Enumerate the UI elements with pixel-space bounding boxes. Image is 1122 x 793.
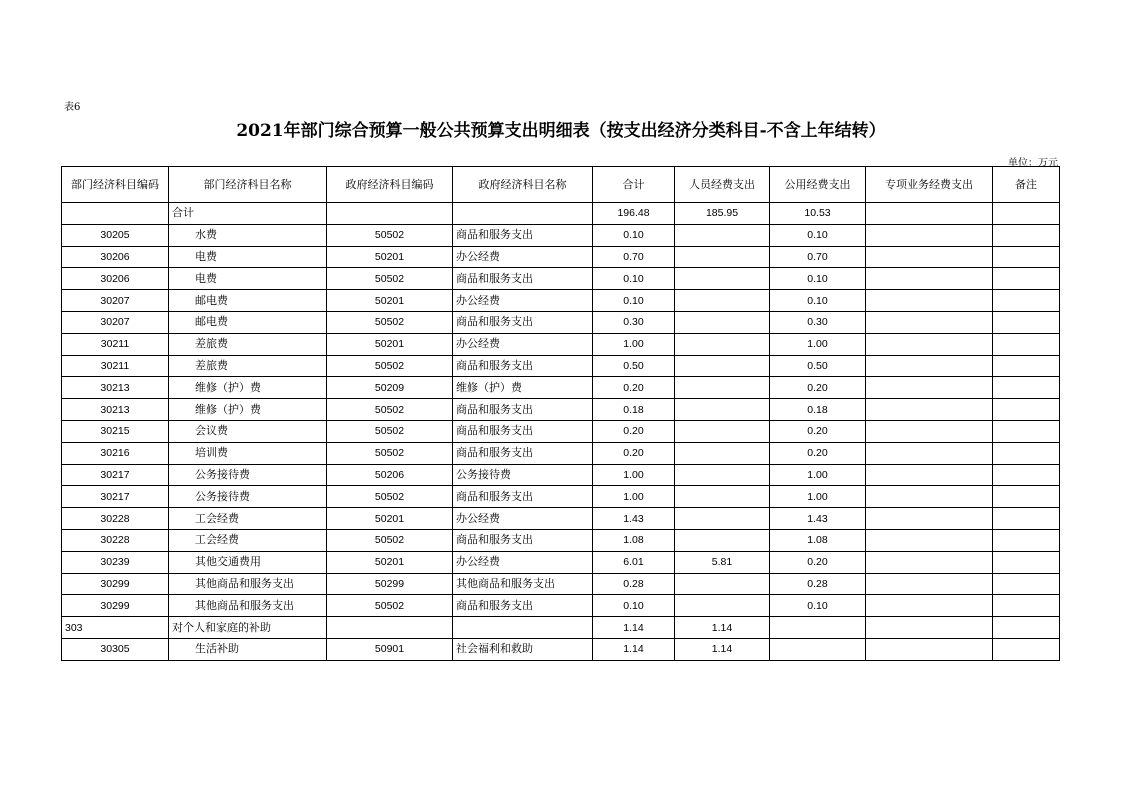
table-row bbox=[62, 529, 1060, 551]
cell-dept-name: 差旅费 bbox=[169, 333, 327, 355]
cell-dept-name: 公务接待费 bbox=[169, 464, 327, 486]
cell-dept-name: 邮电费 bbox=[169, 290, 327, 312]
cell-personnel bbox=[675, 399, 770, 421]
cell-personnel bbox=[675, 246, 770, 268]
cell-note bbox=[993, 224, 1060, 246]
cell-special bbox=[866, 442, 993, 464]
cell-gov-name: 办公经费 bbox=[453, 508, 593, 530]
table-row bbox=[62, 508, 1060, 530]
cell-total: 0.10 bbox=[593, 290, 675, 312]
cell-personnel bbox=[675, 529, 770, 551]
cell-gov-code bbox=[327, 617, 453, 639]
cell-public: 0.10 bbox=[770, 224, 866, 246]
cell-public: 0.50 bbox=[770, 355, 866, 377]
cell-dept-code: 30213 bbox=[62, 399, 169, 421]
cell-special bbox=[866, 508, 993, 530]
header-dept-code: 部门经济科目编码 bbox=[62, 167, 169, 203]
cell-personnel bbox=[675, 573, 770, 595]
cell-gov-name: 办公经费 bbox=[453, 551, 593, 573]
cell-gov-code: 50201 bbox=[327, 508, 453, 530]
page-title: 2021年部门综合预算一般公共预算支出明细表（按支出经济分类科目-不含上年结转） bbox=[236, 121, 886, 141]
table-row bbox=[62, 551, 1060, 573]
cell-personnel bbox=[675, 355, 770, 377]
cell-personnel: 1.14 bbox=[675, 617, 770, 639]
cell-personnel bbox=[675, 595, 770, 617]
cell-personnel bbox=[675, 377, 770, 399]
cell-gov-code: 50502 bbox=[327, 529, 453, 551]
cell-gov-code: 50201 bbox=[327, 246, 453, 268]
cell-note bbox=[993, 420, 1060, 442]
cell-dept-name: 电费 bbox=[169, 246, 327, 268]
cell-gov-code: 50201 bbox=[327, 551, 453, 573]
cell-gov-code: 50206 bbox=[327, 464, 453, 486]
unit-label: 单位：万元 bbox=[1008, 158, 1058, 169]
cell-special bbox=[866, 464, 993, 486]
cell-dept-name: 其他商品和服务支出 bbox=[169, 573, 327, 595]
table-row bbox=[62, 486, 1060, 508]
cell-total: 0.10 bbox=[593, 595, 675, 617]
cell-gov-name: 商品和服务支出 bbox=[453, 529, 593, 551]
cell-dept-name: 工会经费 bbox=[169, 508, 327, 530]
table-row bbox=[62, 268, 1060, 290]
cell-gov-name: 办公经费 bbox=[453, 246, 593, 268]
cell-gov-code: 50502 bbox=[327, 311, 453, 333]
cell-personnel bbox=[675, 420, 770, 442]
cell-gov-name: 其他商品和服务支出 bbox=[453, 573, 593, 595]
cell-gov-code: 50901 bbox=[327, 638, 453, 660]
header-personnel: 人员经费支出 bbox=[675, 167, 770, 203]
header-note: 备注 bbox=[993, 167, 1060, 203]
cell-personnel bbox=[675, 224, 770, 246]
header-public: 公用经费支出 bbox=[770, 167, 866, 203]
cell-note bbox=[993, 399, 1060, 421]
table-row bbox=[62, 203, 1060, 225]
cell-gov-code: 50502 bbox=[327, 399, 453, 421]
header-row bbox=[62, 167, 1060, 203]
cell-special bbox=[866, 224, 993, 246]
cell-dept-code: 30217 bbox=[62, 486, 169, 508]
cell-gov-code: 50201 bbox=[327, 333, 453, 355]
cell-gov-code: 50201 bbox=[327, 290, 453, 312]
cell-gov-code: 50502 bbox=[327, 442, 453, 464]
cell-total: 0.30 bbox=[593, 311, 675, 333]
cell-public: 0.10 bbox=[770, 268, 866, 290]
cell-gov-name: 社会福利和救助 bbox=[453, 638, 593, 660]
cell-personnel bbox=[675, 442, 770, 464]
cell-special bbox=[866, 551, 993, 573]
budget-detail-table bbox=[61, 166, 1060, 661]
cell-total: 0.20 bbox=[593, 442, 675, 464]
cell-gov-name: 商品和服务支出 bbox=[453, 224, 593, 246]
cell-dept-code: 303 bbox=[62, 617, 169, 639]
cell-public: 1.43 bbox=[770, 508, 866, 530]
cell-total: 1.08 bbox=[593, 529, 675, 551]
cell-dept-code: 30228 bbox=[62, 529, 169, 551]
cell-public: 0.20 bbox=[770, 377, 866, 399]
cell-gov-name bbox=[453, 203, 593, 225]
cell-note bbox=[993, 638, 1060, 660]
header-gov-code: 政府经济科目编码 bbox=[327, 167, 453, 203]
header-total: 合计 bbox=[593, 167, 675, 203]
cell-total: 6.01 bbox=[593, 551, 675, 573]
cell-gov-name: 商品和服务支出 bbox=[453, 442, 593, 464]
cell-personnel bbox=[675, 333, 770, 355]
cell-gov-name: 商品和服务支出 bbox=[453, 268, 593, 290]
cell-public: 10.53 bbox=[770, 203, 866, 225]
cell-public: 0.20 bbox=[770, 551, 866, 573]
table-row bbox=[62, 420, 1060, 442]
cell-personnel: 5.81 bbox=[675, 551, 770, 573]
cell-total: 0.10 bbox=[593, 224, 675, 246]
cell-dept-code: 30206 bbox=[62, 246, 169, 268]
table-label: 表6 bbox=[64, 102, 81, 113]
cell-dept-code: 30213 bbox=[62, 377, 169, 399]
cell-dept-name: 会议费 bbox=[169, 420, 327, 442]
table-row bbox=[62, 399, 1060, 421]
cell-gov-name: 商品和服务支出 bbox=[453, 399, 593, 421]
cell-dept-code: 30299 bbox=[62, 595, 169, 617]
cell-note bbox=[993, 617, 1060, 639]
cell-special bbox=[866, 333, 993, 355]
cell-dept-name: 水费 bbox=[169, 224, 327, 246]
cell-gov-name bbox=[453, 617, 593, 639]
cell-gov-code: 50209 bbox=[327, 377, 453, 399]
cell-special bbox=[866, 268, 993, 290]
cell-note bbox=[993, 290, 1060, 312]
cell-public: 0.18 bbox=[770, 399, 866, 421]
cell-dept-code: 30207 bbox=[62, 311, 169, 333]
cell-dept-name: 差旅费 bbox=[169, 355, 327, 377]
cell-dept-code: 30205 bbox=[62, 224, 169, 246]
cell-total: 1.43 bbox=[593, 508, 675, 530]
cell-personnel: 185.95 bbox=[675, 203, 770, 225]
cell-special bbox=[866, 638, 993, 660]
cell-total: 0.70 bbox=[593, 246, 675, 268]
cell-dept-name: 维修（护）费 bbox=[169, 399, 327, 421]
cell-gov-code: 50299 bbox=[327, 573, 453, 595]
cell-dept-code bbox=[62, 203, 169, 225]
cell-public: 0.20 bbox=[770, 420, 866, 442]
cell-note bbox=[993, 246, 1060, 268]
cell-special bbox=[866, 290, 993, 312]
cell-dept-code: 30239 bbox=[62, 551, 169, 573]
cell-public: 0.70 bbox=[770, 246, 866, 268]
cell-special bbox=[866, 573, 993, 595]
cell-public: 1.00 bbox=[770, 464, 866, 486]
cell-total: 0.28 bbox=[593, 573, 675, 595]
table-row bbox=[62, 442, 1060, 464]
cell-public: 0.10 bbox=[770, 290, 866, 312]
cell-dept-name: 合计 bbox=[169, 203, 327, 225]
cell-gov-name: 商品和服务支出 bbox=[453, 420, 593, 442]
header-dept-name: 部门经济科目名称 bbox=[169, 167, 327, 203]
cell-gov-name: 办公经费 bbox=[453, 290, 593, 312]
cell-personnel bbox=[675, 268, 770, 290]
header-gov-name: 政府经济科目名称 bbox=[453, 167, 593, 203]
cell-gov-name: 办公经费 bbox=[453, 333, 593, 355]
cell-dept-code: 30299 bbox=[62, 573, 169, 595]
cell-note bbox=[993, 203, 1060, 225]
cell-total: 0.18 bbox=[593, 399, 675, 421]
cell-note bbox=[993, 551, 1060, 573]
cell-gov-code: 50502 bbox=[327, 420, 453, 442]
table-row bbox=[62, 617, 1060, 639]
cell-personnel bbox=[675, 508, 770, 530]
cell-gov-name: 公务接待费 bbox=[453, 464, 593, 486]
cell-gov-code: 50502 bbox=[327, 595, 453, 617]
cell-public: 1.00 bbox=[770, 486, 866, 508]
cell-total: 0.50 bbox=[593, 355, 675, 377]
cell-total: 196.48 bbox=[593, 203, 675, 225]
cell-personnel: 1.14 bbox=[675, 638, 770, 660]
cell-note bbox=[993, 268, 1060, 290]
cell-note bbox=[993, 508, 1060, 530]
cell-total: 1.00 bbox=[593, 464, 675, 486]
cell-note bbox=[993, 529, 1060, 551]
cell-total: 1.14 bbox=[593, 638, 675, 660]
cell-public: 0.10 bbox=[770, 595, 866, 617]
table-row bbox=[62, 311, 1060, 333]
cell-total: 1.00 bbox=[593, 486, 675, 508]
cell-public: 1.08 bbox=[770, 529, 866, 551]
cell-note bbox=[993, 377, 1060, 399]
table-row bbox=[62, 573, 1060, 595]
cell-special bbox=[866, 486, 993, 508]
cell-dept-code: 30206 bbox=[62, 268, 169, 290]
cell-special bbox=[866, 377, 993, 399]
cell-dept-name: 维修（护）费 bbox=[169, 377, 327, 399]
cell-gov-name: 维修（护）费 bbox=[453, 377, 593, 399]
cell-personnel bbox=[675, 290, 770, 312]
cell-special bbox=[866, 355, 993, 377]
cell-special bbox=[866, 399, 993, 421]
cell-dept-code: 30216 bbox=[62, 442, 169, 464]
cell-dept-name: 电费 bbox=[169, 268, 327, 290]
cell-public: 0.28 bbox=[770, 573, 866, 595]
cell-special bbox=[866, 529, 993, 551]
cell-dept-name: 公务接待费 bbox=[169, 486, 327, 508]
cell-total: 1.00 bbox=[593, 333, 675, 355]
cell-public: 0.20 bbox=[770, 442, 866, 464]
cell-gov-name: 商品和服务支出 bbox=[453, 595, 593, 617]
cell-dept-name: 对个人和家庭的补助 bbox=[169, 617, 327, 639]
cell-special bbox=[866, 203, 993, 225]
table-row bbox=[62, 638, 1060, 660]
cell-gov-code: 50502 bbox=[327, 268, 453, 290]
table-row bbox=[62, 355, 1060, 377]
cell-note bbox=[993, 333, 1060, 355]
table-row bbox=[62, 333, 1060, 355]
cell-special bbox=[866, 311, 993, 333]
cell-personnel bbox=[675, 311, 770, 333]
cell-note bbox=[993, 464, 1060, 486]
cell-note bbox=[993, 573, 1060, 595]
cell-note bbox=[993, 486, 1060, 508]
cell-special bbox=[866, 595, 993, 617]
cell-total: 0.10 bbox=[593, 268, 675, 290]
cell-gov-name: 商品和服务支出 bbox=[453, 355, 593, 377]
cell-dept-name: 其他商品和服务支出 bbox=[169, 595, 327, 617]
cell-dept-code: 30207 bbox=[62, 290, 169, 312]
cell-gov-code: 50502 bbox=[327, 355, 453, 377]
cell-public: 0.30 bbox=[770, 311, 866, 333]
cell-special bbox=[866, 246, 993, 268]
cell-dept-name: 邮电费 bbox=[169, 311, 327, 333]
cell-total: 0.20 bbox=[593, 420, 675, 442]
cell-gov-name: 商品和服务支出 bbox=[453, 311, 593, 333]
table-row bbox=[62, 224, 1060, 246]
cell-gov-code bbox=[327, 203, 453, 225]
header-special: 专项业务经费支出 bbox=[866, 167, 993, 203]
cell-dept-name: 生活补助 bbox=[169, 638, 327, 660]
cell-special bbox=[866, 420, 993, 442]
table-row bbox=[62, 246, 1060, 268]
cell-public bbox=[770, 638, 866, 660]
cell-note bbox=[993, 355, 1060, 377]
cell-dept-code: 30211 bbox=[62, 355, 169, 377]
cell-note bbox=[993, 442, 1060, 464]
cell-public bbox=[770, 617, 866, 639]
cell-gov-code: 50502 bbox=[327, 224, 453, 246]
cell-dept-code: 30217 bbox=[62, 464, 169, 486]
cell-personnel bbox=[675, 486, 770, 508]
cell-dept-name: 工会经费 bbox=[169, 529, 327, 551]
cell-dept-code: 30305 bbox=[62, 638, 169, 660]
cell-note bbox=[993, 311, 1060, 333]
cell-note bbox=[993, 595, 1060, 617]
cell-personnel bbox=[675, 464, 770, 486]
cell-gov-name: 商品和服务支出 bbox=[453, 486, 593, 508]
cell-special bbox=[866, 617, 993, 639]
cell-dept-code: 30211 bbox=[62, 333, 169, 355]
cell-total: 0.20 bbox=[593, 377, 675, 399]
table-row bbox=[62, 377, 1060, 399]
cell-dept-code: 30228 bbox=[62, 508, 169, 530]
table-row bbox=[62, 464, 1060, 486]
table-row bbox=[62, 290, 1060, 312]
cell-dept-code: 30215 bbox=[62, 420, 169, 442]
cell-gov-code: 50502 bbox=[327, 486, 453, 508]
cell-public: 1.00 bbox=[770, 333, 866, 355]
table-row bbox=[62, 595, 1060, 617]
cell-dept-name: 其他交通费用 bbox=[169, 551, 327, 573]
cell-total: 1.14 bbox=[593, 617, 675, 639]
cell-dept-name: 培训费 bbox=[169, 442, 327, 464]
